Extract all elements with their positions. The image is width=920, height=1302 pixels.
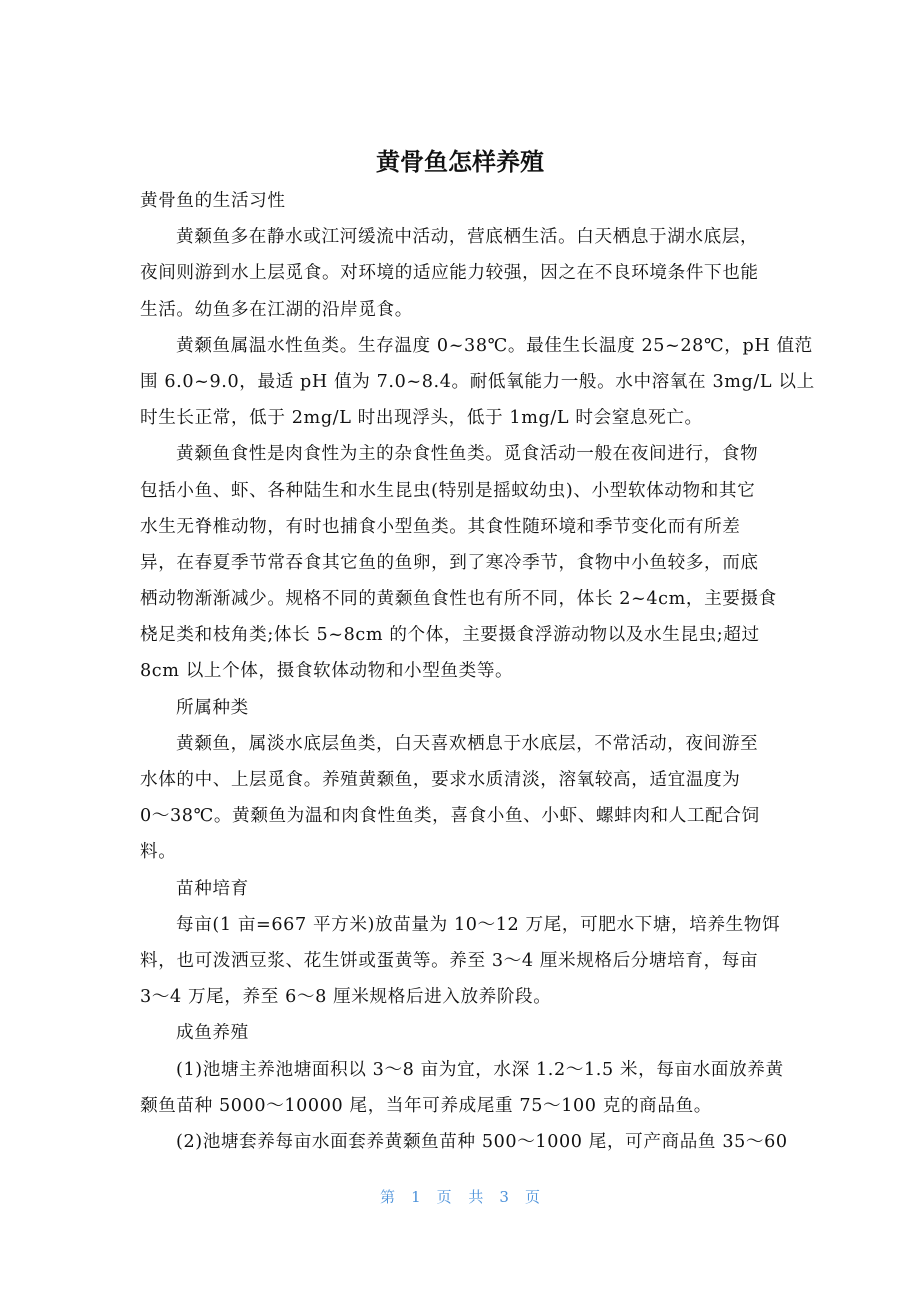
paragraph	[140, 874, 790, 910]
text-line: 栖动物渐渐减少。规格不同的黄颡鱼食性也有所不同，体长 2~4cm，主要摄食	[140, 589, 777, 610]
paragraph	[140, 439, 790, 692]
paragraph	[140, 729, 790, 874]
paragraph	[140, 693, 790, 729]
paragraph	[140, 910, 790, 1019]
paragraph	[140, 222, 790, 331]
text-line: 异，在春夏季节常吞食其它鱼的鱼卵，到了寒冷季节，食物中小鱼较多，而底	[140, 552, 759, 573]
document-body	[140, 186, 815, 1163]
text-line: 8cm 以上个体，摄食软体动物和小型鱼类等。	[140, 661, 514, 682]
text-line: 黄颡鱼，属淡水底层鱼类，白天喜欢栖息于水底层，不常活动，夜间游至	[176, 733, 759, 754]
text-line: 苗种培育	[176, 878, 249, 899]
text-line: 成鱼养殖	[176, 1023, 249, 1044]
text-line: 水生无脊椎动物，有时也捕食小型鱼类。其食性随环境和季节变化而有所差	[140, 516, 741, 537]
text-line: 生活。幼鱼多在江湖的沿岸觅食。	[140, 299, 413, 320]
page-suffix: 页	[524, 1188, 540, 1206]
text-line: 围 6.0~9.0，最适 pH 值为 7.0~8.4。耐低氧能力一般。水中溶氧在 3mg/L 以上	[140, 371, 815, 392]
text-line: 料。	[140, 842, 177, 863]
text-line: 包括小鱼、虾、各种陆生和水生昆虫(特别是摇蚊幼虫)、小型软体动物和其它	[140, 480, 756, 501]
text-line: 时生长正常，低于 2mg/L 时出现浮头，低于 1mg/L 时会窒息死亡。	[140, 408, 703, 429]
paragraph	[140, 1127, 790, 1163]
text-line: 3～4 万尾，养至 6～8 厘米规格后进入放养阶段。	[140, 987, 552, 1008]
paragraph	[140, 1055, 790, 1127]
text-line: 每亩(1 亩=667 平方米)放苗量为 10～12 万尾，可肥水下塘，培养生物饵	[176, 914, 781, 935]
page-footer	[0, 1186, 920, 1207]
current-page: 1	[411, 1188, 421, 1206]
document-title: 黄骨鱼怎样养殖	[376, 148, 544, 176]
paragraph	[140, 1018, 790, 1054]
paragraph	[140, 186, 790, 222]
text-line: 黄骨鱼的生活习性	[140, 191, 286, 211]
total-pages: 3	[499, 1188, 509, 1206]
text-line: 黄颡鱼属温水性鱼类。生存温度 0~38℃。最佳生长温度 25~28℃，pH 值范	[176, 335, 813, 356]
text-line: 0～38℃。黄颡鱼为温和肉食性鱼类，喜食小鱼、小虾、螺蚌肉和人工配合饲	[140, 806, 760, 827]
text-line: 所属种类	[176, 697, 249, 718]
text-line: 水体的中、上层觅食。养殖黄颡鱼，要求水质清淡，溶氧较高，适宜温度为	[140, 770, 741, 790]
paragraph	[140, 331, 815, 440]
text-line: 夜间则游到水上层觅食。对环境的适应能力较强，因之在不良环境条件下也能	[140, 263, 759, 284]
text-line: 桡足类和枝角类;体长 5~8cm 的个体，主要摄食浮游动物以及水生昆虫;超过	[140, 625, 760, 646]
text-line: (2)池塘套养每亩水面套养黄颡鱼苗种 500～1000 尾，可产商品鱼 35～60	[176, 1131, 788, 1152]
page-middle: 页 共	[436, 1188, 484, 1206]
page-prefix: 第	[380, 1188, 396, 1206]
text-line: (1)池塘主养池塘面积以 3～8 亩为宜，水深 1.2～1.5 米，每亩水面放养黄	[176, 1059, 784, 1080]
text-line: 料，也可泼洒豆浆、花生饼或蛋黄等。养至 3～4 厘米规格后分塘培育，每亩	[140, 950, 759, 971]
text-line: 颡鱼苗种 5000～10000 尾，当年可养成尾重 75～100 克的商品鱼。	[140, 1095, 712, 1116]
text-line: 黄颡鱼多在静水或江河缓流中活动，营底栖生活。白天栖息于湖水底层，	[176, 227, 759, 248]
text-line: 黄颡鱼食性是肉食性为主的杂食性鱼类。觅食活动一般在夜间进行，食物	[176, 444, 759, 465]
